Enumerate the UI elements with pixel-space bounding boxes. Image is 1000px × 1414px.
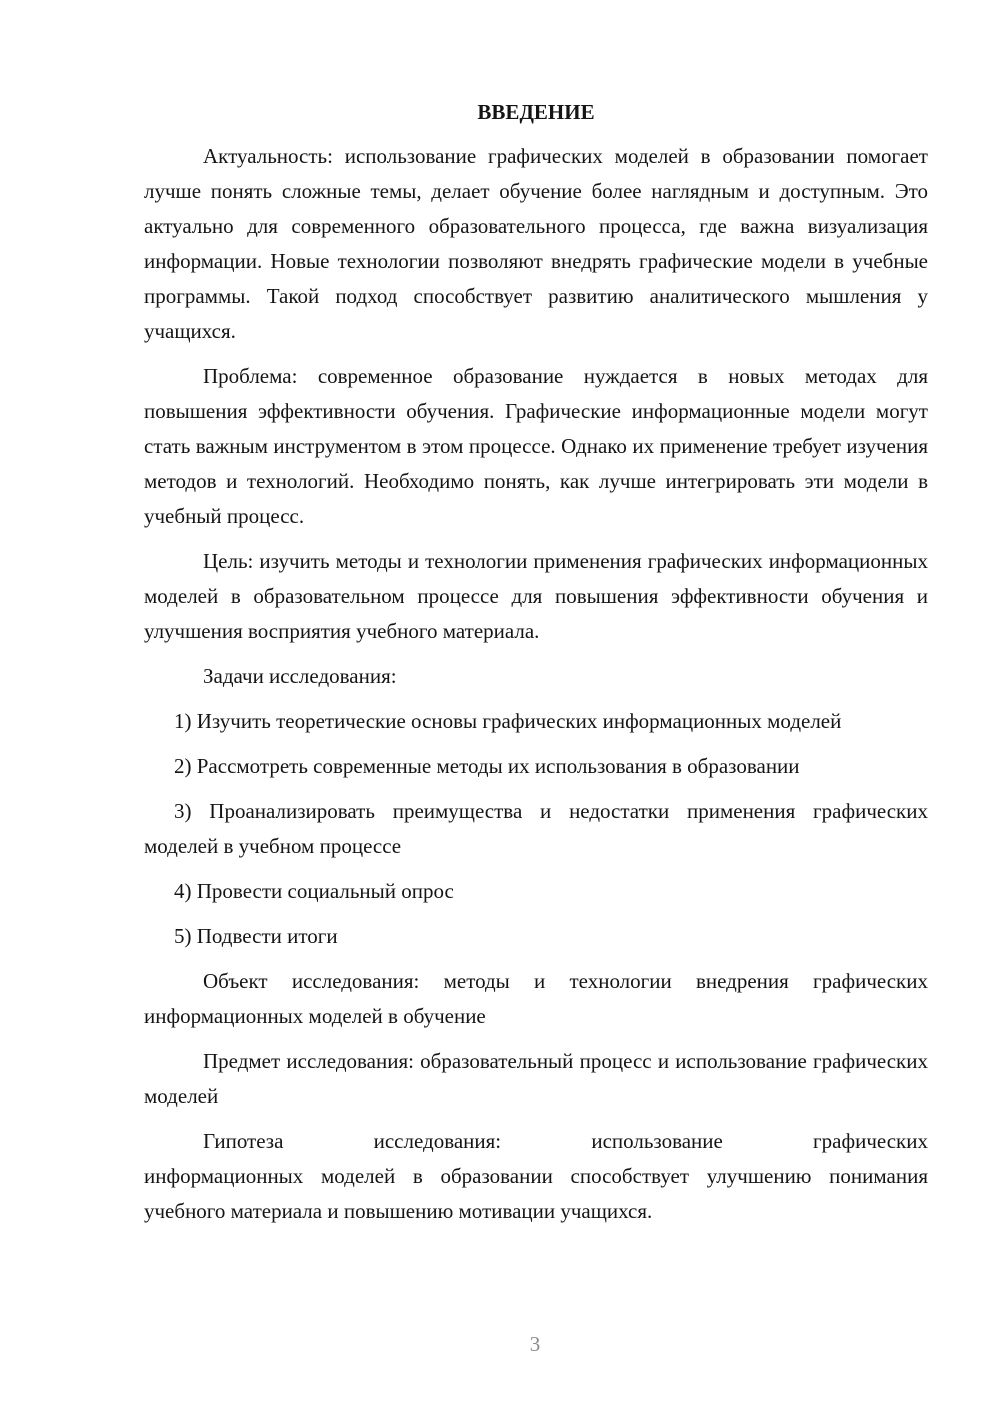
section-title: ВВЕДЕНИЕ	[477, 100, 595, 124]
paragraph-object: Объект исследования: методы и технологии внедрения графических информационных моделей в обучение	[144, 969, 928, 1028]
task-item-5: 5) Подвести итоги	[174, 924, 338, 948]
paragraph-tasks-heading: Задачи исследования:	[203, 664, 397, 688]
task-item-1: 1) Изучить теоретические основы графических информационных моделей	[174, 709, 842, 733]
document-body	[144, 97, 928, 1229]
paragraph-hypothesis	[144, 1124, 928, 1229]
page-number: 3	[529, 1332, 541, 1356]
task-item-2: 2) Рассмотреть современные методы их использования в образовании	[174, 754, 800, 778]
paragraph-relevance: Актуальность: использование графических моделей в образовании помогает лучше понять сложные темы, делает обучение более наглядным и доступным. Это актуально для современного образовательного процесса, где важна визуализация информации. Новые технологии позволяют внедрять графические модели в учебные программы. Такой подход способствует развитию аналитического мышления у учащихся.	[144, 144, 928, 343]
hypothesis-first-line: Гипотеза исследования: использование графических	[203, 1129, 928, 1153]
paragraph-subject: Предмет исследования: образовательный процесс и использование графических моделей	[144, 1049, 928, 1108]
paragraph-problem: Проблема: современное образование нуждается в новых методах для повышения эффективности обучения. Графические информационные модели могут стать важным инструментом в этом процессе. Однако их применение требует изучения методов и технологий. Необходимо понять, как лучше интегрировать эти модели в учебный процесс.	[144, 364, 928, 528]
paragraph-goal: Цель: изучить методы и технологии применения графических информационных моделей в образовательном процессе для повышения эффективности обучения и улучшения восприятия учебного материала.	[144, 549, 928, 643]
task-item-4: 4) Провести социальный опрос	[174, 879, 454, 903]
task-item-3: 3) Проанализировать преимущества и недостатки применения графических моделей в учебном процессе	[144, 799, 928, 858]
hypothesis-rest: информационных моделей в образовании способствует улучшению понимания учебного материала и повышению мотивации учащихся.	[144, 1164, 928, 1223]
